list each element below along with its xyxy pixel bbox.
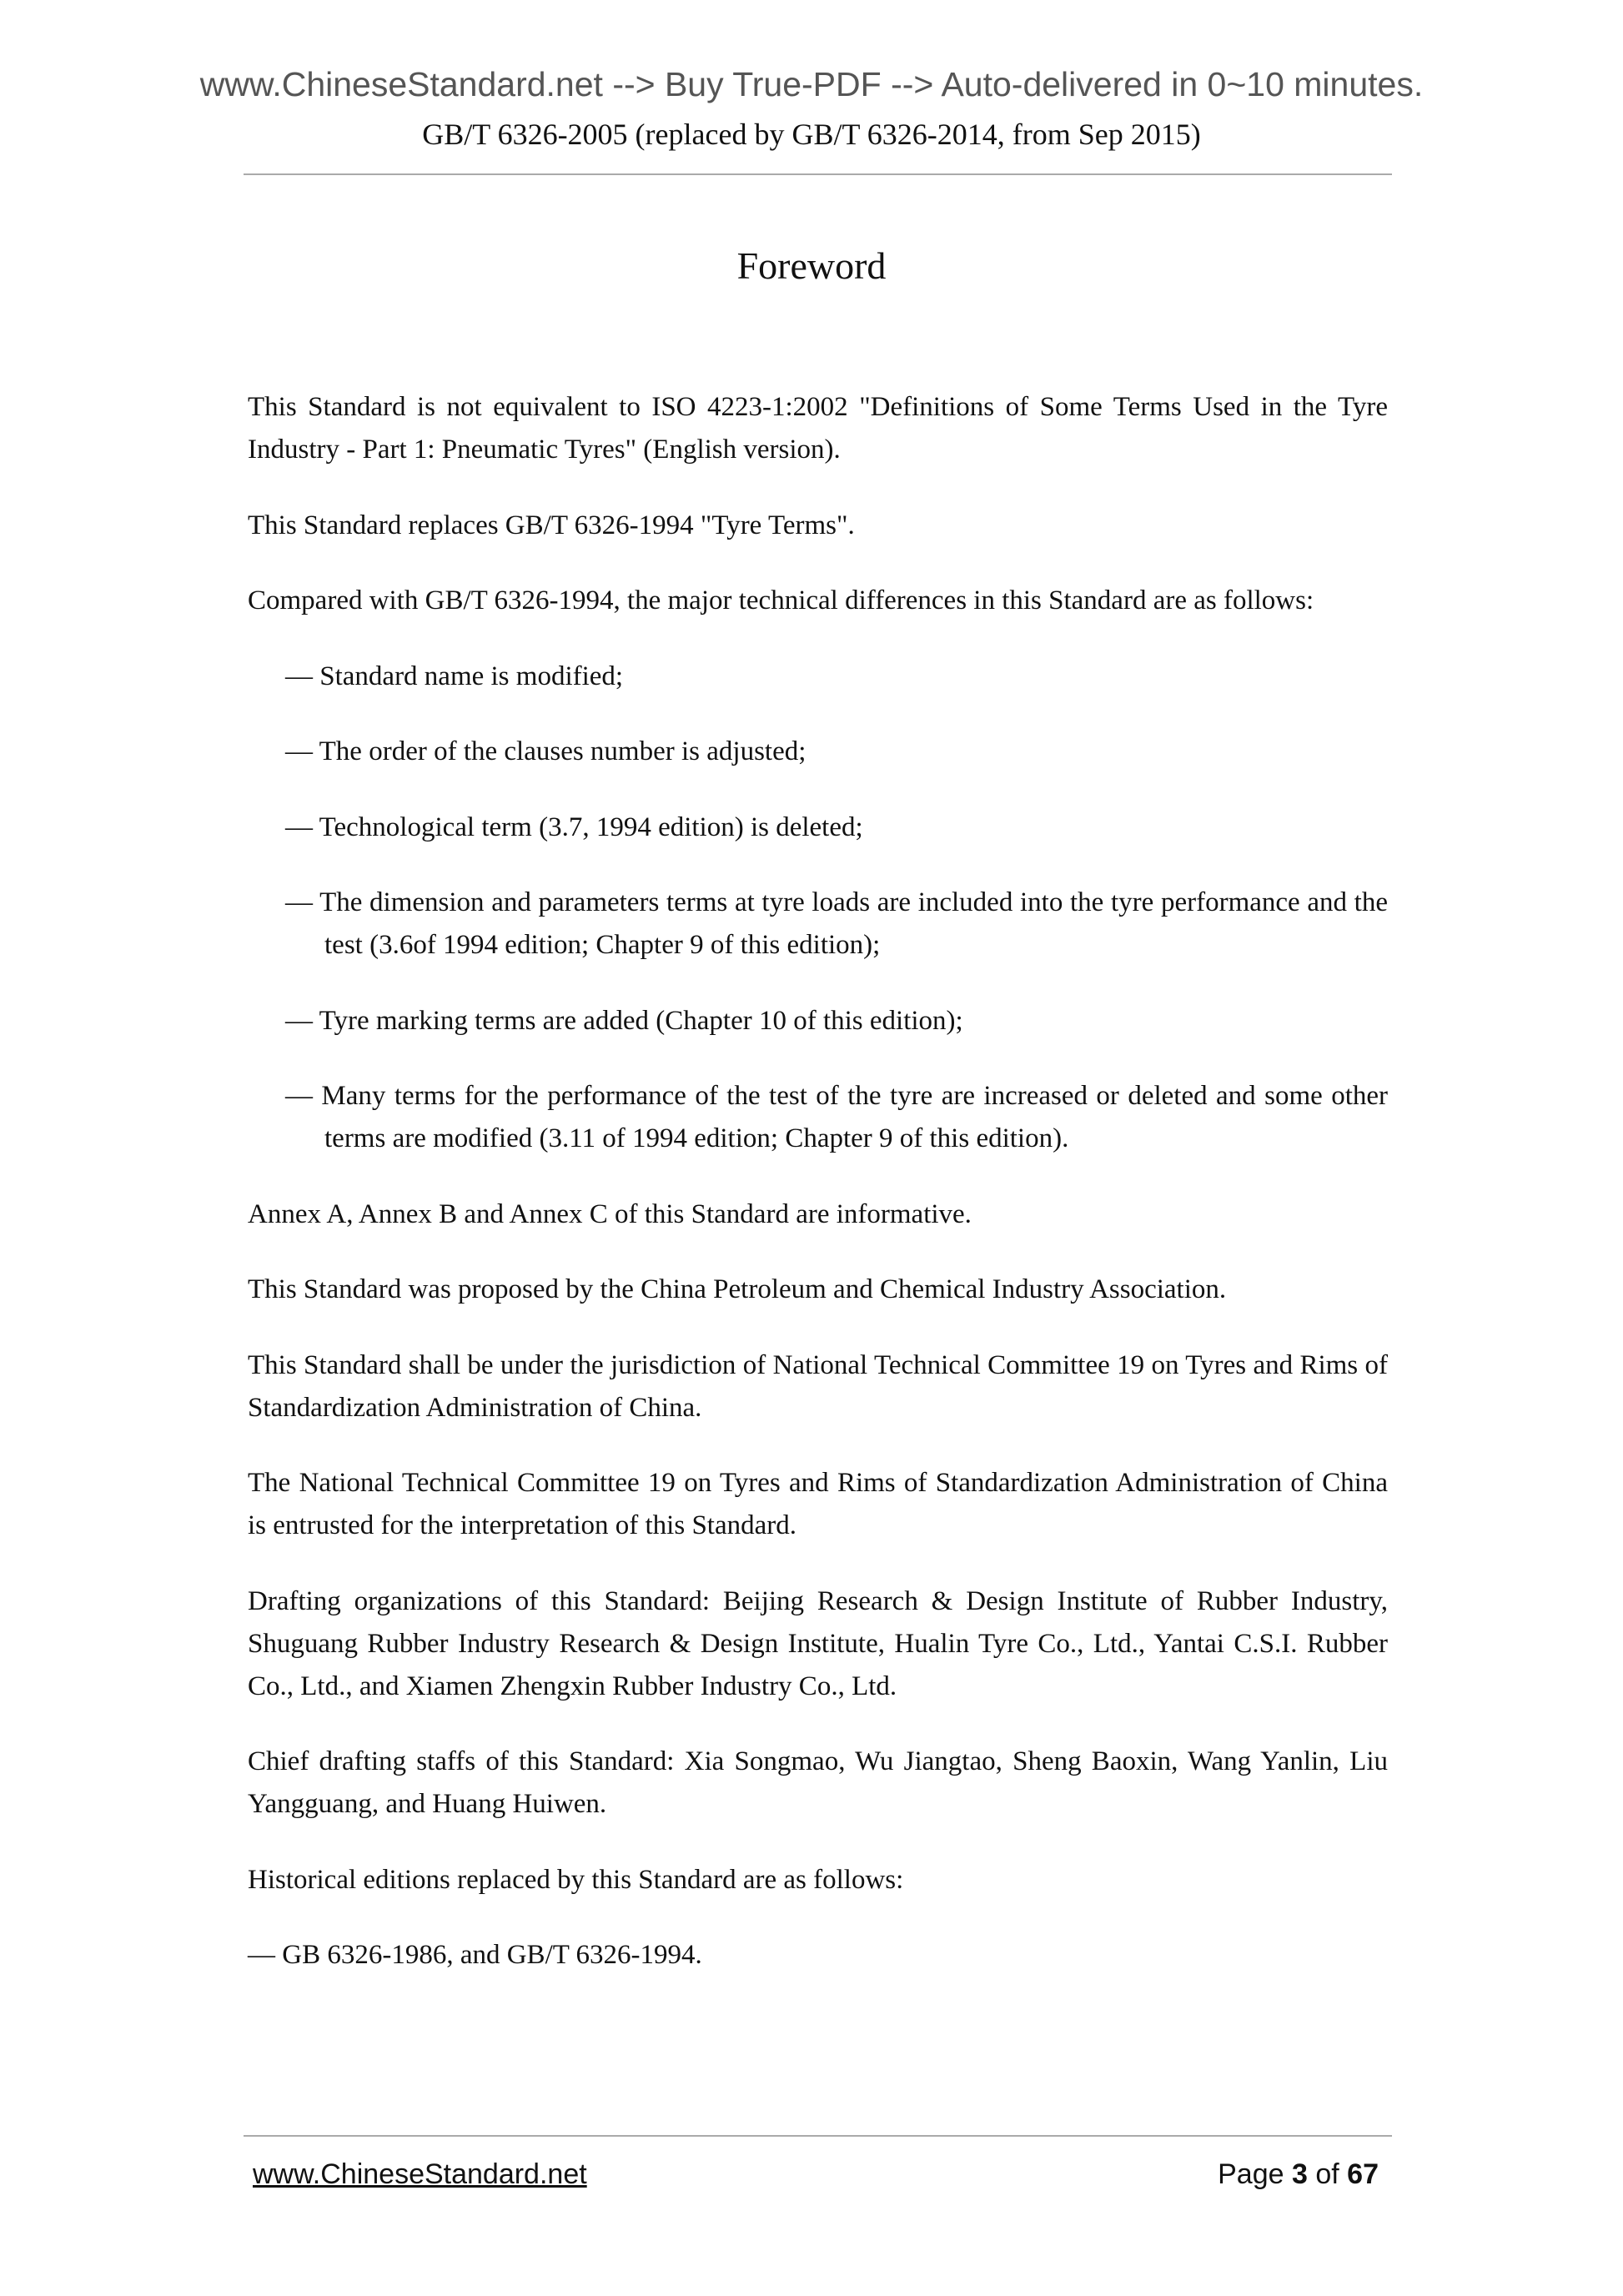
paragraph: This Standard was proposed by the China Petroleum and Chemical Industry Association. — [248, 1274, 1227, 1304]
document-body — [248, 386, 1388, 2010]
paragraph: Annex A, Annex B and Annex C of this Standard are informative. — [248, 1198, 972, 1229]
paragraph: — GB 6326-1986, and GB/T 6326-1994. — [248, 1940, 702, 1970]
list-item: — Standard name is modified; — [285, 661, 624, 691]
paragraph: Compared with GB/T 6326-1994, the major technical differences in this Standard are as follows: — [248, 585, 1314, 615]
page-current: 3 — [1291, 2158, 1308, 2190]
page-of: of — [1315, 2158, 1339, 2190]
page-label: Page — [1218, 2158, 1284, 2190]
footer-divider — [244, 2135, 1392, 2137]
header-divider — [244, 173, 1392, 175]
list-item: — Technological term (3.7, 1994 edition) is deleted; — [285, 811, 863, 842]
paragraph: Drafting organizations of this Standard: Beijing Research & Design Institute of Rubber Industry, Shuguang Rubber Industry Research & Design Institute, Hualin Tyre Co., Ltd., Yantai C.S.I. Rubber Co., Ltd., and Xiamen Zhengxin Rubber Industry Co., Ltd. — [248, 1585, 1388, 1701]
list-item: — Many terms for the performance of the test of the tyre are increased or deleted and some other terms are modified (3.11 of 1994 edition; Chapter 9 of this edition). — [285, 1081, 1388, 1153]
header-banner-link[interactable]: www.ChineseStandard.net --> Buy True-PDF --> Auto-delivered in 0~10 minutes. — [199, 65, 1424, 103]
paragraph: This Standard shall be under the jurisdiction of National Technical Committee 19 on Tyres and Rims of Standardization Administration of China. — [248, 1349, 1388, 1423]
list-item: — The dimension and parameters terms at tyre loads are included into the tyre performance and the test (3.6of 1994 edition; Chapter 9 of this edition); — [285, 887, 1388, 960]
paragraph: Chief drafting staffs of this Standard: Xia Songmao, Wu Jiangtao, Sheng Baoxin, Wang Yanlin, Liu Yangguang, and Huang Huiwen. — [248, 1746, 1388, 1819]
page-title: Foreword — [736, 244, 887, 287]
document-id: GB/T 6326-2005 (replaced by GB/T 6326-2014, from Sep 2015) — [422, 118, 1201, 151]
footer-link[interactable]: www.ChineseStandard.net — [253, 2158, 587, 2190]
page-total: 67 — [1347, 2158, 1379, 2190]
paragraph: The National Technical Committee 19 on Tyres and Rims of Standardization Administration of China is entrusted for the interpretation of this Standard. — [248, 1468, 1388, 1540]
list-item: — Tyre marking terms are added (Chapter 10 of this edition); — [285, 1005, 963, 1036]
list-item: — The order of the clauses number is adjusted; — [285, 736, 806, 766]
paragraph: Historical editions replaced by this Standard are as follows: — [248, 1864, 904, 1895]
paragraph: This Standard replaces GB/T 6326-1994 "Tyre Terms". — [248, 510, 855, 540]
paragraph: This Standard is not equivalent to ISO 4223-1:2002 "Definitions of Some Terms Used in the Tyre Industry - Part 1: Pneumatic Tyres" (English version). — [248, 392, 1388, 465]
page-number — [1218, 2158, 1379, 2191]
